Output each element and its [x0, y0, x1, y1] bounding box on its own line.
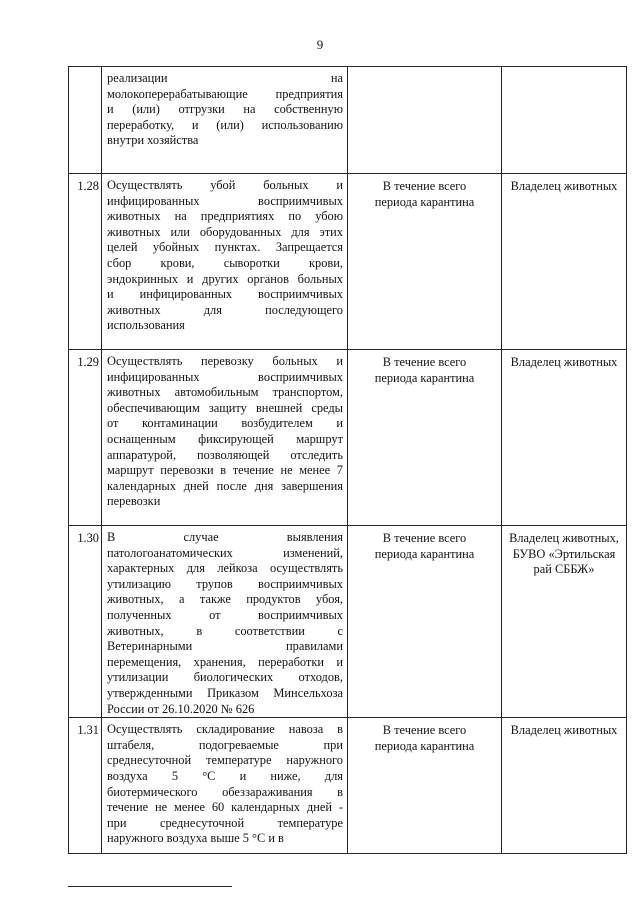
- responsible-line: Владелец животных: [510, 355, 618, 369]
- measure-text-line: утилизацию трупов восприимчивых: [107, 576, 343, 591]
- responsible: [502, 174, 627, 350]
- page-number: 9: [316, 37, 324, 52]
- measure-text-line: и (или) отгрузки на собственную: [107, 102, 343, 117]
- responsible: [502, 67, 627, 174]
- measure-text-line: утилизации биологических отходов,: [107, 670, 343, 685]
- measure-text-line: инфицированных восприимчивых: [107, 369, 343, 384]
- responsible: [502, 350, 627, 526]
- responsible-line: Владелец животных: [510, 179, 618, 193]
- measure-text-line: России от 26.10.2020 № 626: [107, 701, 255, 716]
- deadline: [348, 67, 502, 174]
- measure-text-line: штабеля, подогреваемые при: [107, 737, 343, 752]
- table-row: [69, 350, 627, 526]
- responsible-line: рай СББЖ»: [533, 562, 595, 577]
- table-row: [69, 67, 627, 174]
- responsible-line: Владелец животных: [510, 723, 618, 738]
- table-row: [69, 174, 627, 350]
- deadline: [348, 350, 502, 526]
- measure-text-line: полученных от восприимчивых: [107, 607, 343, 622]
- measure-text-line: Осуществлять убой больных и: [107, 178, 343, 192]
- item-number: 1.30: [69, 526, 102, 718]
- measure-text-line: животных, а также продуктов убоя,: [107, 592, 343, 607]
- item-number: [69, 67, 102, 174]
- measure-text-line: Осуществлять перевозку больных и: [107, 354, 343, 368]
- measure-description: [102, 526, 348, 718]
- measure-text-line: реализации на: [107, 71, 343, 85]
- measure-text-line: Осуществлять складирование навоза в: [107, 722, 343, 737]
- responsible-line: БУВО «Эртильская: [512, 546, 616, 561]
- measure-text-line: перемещения, хранения, переработки и: [107, 654, 343, 669]
- measure-text-line: биотермического обеззараживания в: [107, 784, 343, 799]
- item-number: 1.31: [69, 718, 102, 854]
- deadline: [348, 718, 502, 854]
- measure-text-line: перевозки: [107, 494, 161, 509]
- measure-text-line: животных или оборудованных для этих: [107, 224, 343, 239]
- item-number: 1.28: [69, 174, 102, 350]
- measure-text-line: эндокринных и других органов больных: [107, 271, 343, 286]
- measure-text-line: календарных дней после дня завершения: [107, 478, 343, 493]
- item-number: 1.29: [69, 350, 102, 526]
- responsible: [502, 718, 627, 854]
- measure-text-line: животных автомобильным транспортом,: [107, 385, 343, 400]
- measure-text-line: воздуха 5 °С и ниже, для: [107, 768, 343, 783]
- measure-text-line: маршрут перевозки в течение не менее 7: [107, 463, 343, 478]
- responsible: [502, 526, 627, 718]
- deadline-line: В течение всего: [382, 179, 467, 193]
- measure-text-line: патологоанатомических изменений,: [107, 545, 343, 560]
- measure-text-line: целей убойных пунктах. Запрещается: [107, 240, 343, 255]
- measure-text-line: при среднесуточной температуре: [107, 815, 343, 830]
- deadline-line: периода карантина: [374, 370, 475, 385]
- deadline-line: В течение всего: [382, 723, 467, 738]
- measure-text-line: Ветеринарными правилами: [107, 639, 343, 654]
- measure-text-line: от контаминации возбудителем и: [107, 416, 343, 431]
- measure-text-line: сбор крови, сыворотки крови,: [107, 255, 343, 270]
- measure-description: [102, 174, 348, 350]
- measure-text-line: В случае выявления: [107, 530, 343, 544]
- measure-text-line: инфицированных восприимчивых: [107, 193, 343, 208]
- deadline-line: периода карантина: [374, 194, 475, 209]
- measure-description: [102, 350, 348, 526]
- measure-text-line: животных для последующего: [107, 302, 343, 317]
- measure-text-line: внутри хозяйства: [107, 133, 199, 148]
- deadline: [348, 174, 502, 350]
- footnote-divider: [68, 886, 232, 887]
- measure-description: [102, 718, 348, 854]
- table-row: [69, 526, 627, 718]
- measure-text-line: аппаратурой, позволяющей отследить: [107, 447, 343, 462]
- measure-text-line: утвержденными Приказом Минсельхоза: [107, 685, 343, 700]
- measure-description: [102, 67, 348, 174]
- measure-text-line: животных, в соответствии с: [107, 623, 343, 638]
- deadline-line: периода карантина: [374, 738, 475, 753]
- measures-table: [68, 66, 627, 854]
- measure-text-line: среднесуточной температуре наружного: [107, 753, 343, 768]
- responsible-line: Владелец животных,: [509, 531, 619, 545]
- measure-text-line: животных на предприятиях по убою: [107, 209, 343, 224]
- measure-text-line: и инфицированных восприимчивых: [107, 287, 343, 302]
- measure-text-line: характерных для лейкоза осуществлять: [107, 561, 343, 576]
- deadline-line: периода карантина: [374, 546, 475, 561]
- measure-text-line: использования: [107, 318, 185, 333]
- deadline-line: В течение всего: [382, 355, 467, 369]
- measure-text-line: молокоперерабатывающие предприятия: [107, 86, 343, 101]
- measure-text-line: переработку, и (или) использованию: [107, 117, 343, 132]
- measure-text-line: наружного воздуха выше 5 °С и в: [107, 831, 284, 846]
- table-row: [69, 718, 627, 854]
- measure-text-line: течение не менее 60 календарных дней -: [107, 800, 343, 815]
- deadline: [348, 526, 502, 718]
- measure-text-line: оснащенным фиксирующей маршрут: [107, 431, 343, 446]
- deadline-line: В течение всего: [382, 531, 467, 545]
- measure-text-line: обеспечивающим защиту внешней среды: [107, 400, 343, 415]
